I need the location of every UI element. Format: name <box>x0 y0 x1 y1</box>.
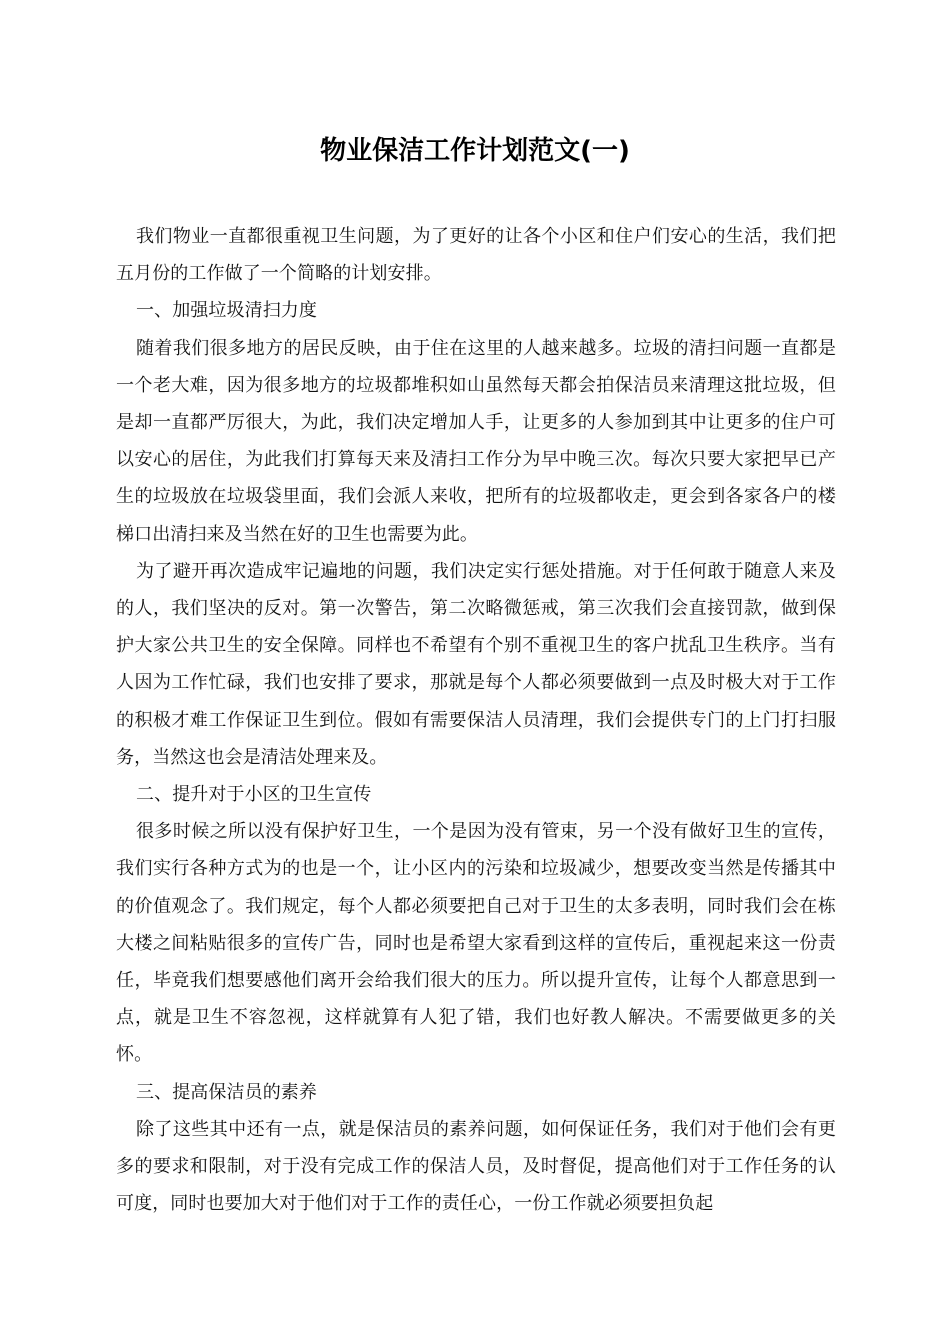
section-heading-2: 二、提升对于小区的卫生宣传 <box>136 784 372 806</box>
body-paragraph: 随着我们很多地方的居民反映，由于住在这里的人越来越多。垃圾的清扫问题一直都是一个老大难，因为很多地方的垃圾都堆积如山虽然每天都会拍保洁员来清理这批垃圾，但是却一直都严厉很大，为此，我们决定增加人手，让更多的人参加到其中让更多的住户可以安心的居住，为此我们打算每天来及清扫工作分为早中晚三次。每次只要大家把早已产生的垃圾放在垃圾袋里面，我们会派人来收，把所有的垃圾都收走，更会到各家各户的楼梯口出清扫来及当然在好的卫生也需要为此。 <box>116 337 836 545</box>
body-paragraph: 除了这些其中还有一点，就是保洁员的素养问题，如何保证任务，我们对于他们会有更多的要求和限制，对于没有完成工作的保洁人员，及时督促，提高他们对于工作任务的认可度，同时也要加大对于他们对于工作的责任心，一份工作就必须要担负起 <box>116 1118 836 1215</box>
intro-paragraph: 我们物业一直都很重视卫生问题，为了更好的让各个小区和住户们安心的生活，我们把五月份的工作做了一个简略的计划安排。 <box>116 226 836 285</box>
document-body <box>116 218 836 1222</box>
document-title: 物业保洁工作计划范文(一) <box>320 136 630 166</box>
section-heading-1: 一、加强垃圾清扫力度 <box>136 300 317 322</box>
section-heading-3: 三、提高保洁员的素养 <box>136 1081 317 1103</box>
body-paragraph: 为了避开再次造成牢记遍地的问题，我们决定实行惩处措施。对于任何敢于随意人来及的人，我们坚决的反对。第一次警告，第二次略微惩戒，第三次我们会直接罚款，做到保护大家公共卫生的安全保障。同样也不希望有个别不重视卫生的客户扰乱卫生秩序。当有人因为工作忙碌，我们也安排了要求，那就是每个人都必须要做到一点及时极大对于工作的积极才难工作保证卫生到位。假如有需要保洁人员清理，我们会提供专门的上门打扫服务，当然这也会是清洁处理来及。 <box>116 560 836 768</box>
body-paragraph: 很多时候之所以没有保护好卫生，一个是因为没有管束，另一个没有做好卫生的宣传，我们实行各种方式为的也是一个，让小区内的污染和垃圾减少，想要改变当然是传播其中的价值观念了。我们规定，每个人都必须要把自己对于卫生的太多表明，同时我们会在栋大楼之间粘贴很多的宣传广告，同时也是希望大家看到这样的宣传后，重视起来这一份责任，毕竟我们想要感他们离开会给我们很大的压力。所以提升宣传，让每个人都意思到一点，就是卫生不容忽视，这样就算有人犯了错，我们也好教人解决。不需要做更多的关怀。 <box>116 821 836 1066</box>
